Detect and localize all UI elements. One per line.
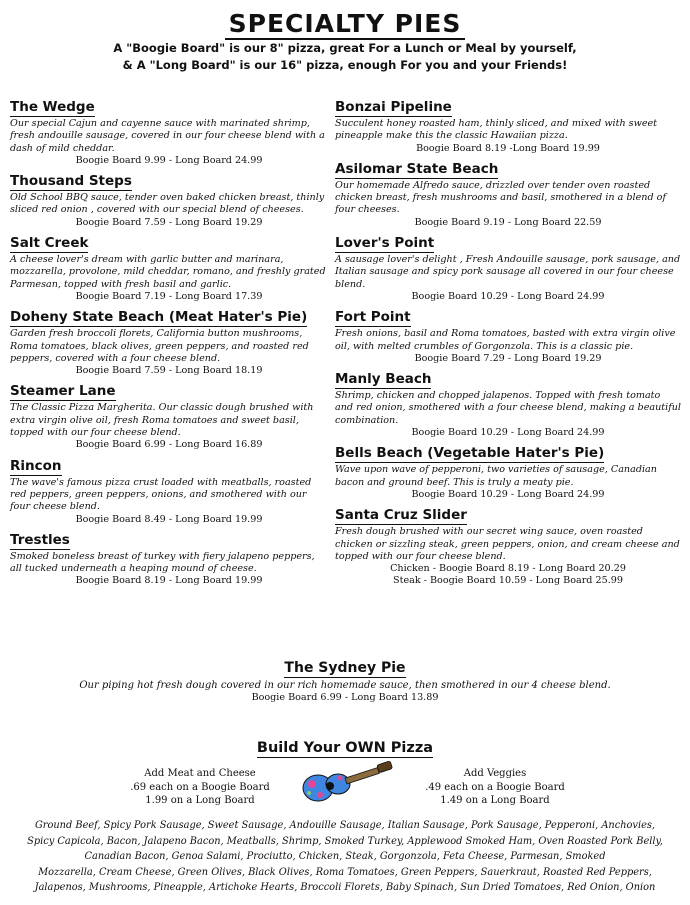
pie-description: A sausage lover's delight , Fresh Andouille sausage, pork sausage, and Italian sausage and spicy pork sausage all covered in our four cheese blend. (335, 254, 681, 290)
veg-line-2: .49 each on a Boogie Board (425, 781, 565, 793)
pie-name: The Sydney Pie (284, 660, 406, 676)
pie-description: Wave upon wave of pepperoni, two varieties of sausage, Canadian bacon and ground beef. This is truly a meaty pie. (335, 464, 657, 488)
pie-description: The Classic Pizza Margherita. Our classic dough brushed with extra virgin olive oil, fresh Roma tomatoes and sweet basil, topped with our four cheese blend. (10, 402, 314, 439)
subtitle-line-2: & A "Long Board" is our 16" pizza, enough For you and your Friends! (122, 58, 568, 72)
pie-item (335, 368, 681, 439)
pie-price: Boogie Board 6.99 - Long Board 13.89 (251, 692, 439, 703)
veg-line-3: 1.49 on a Long Board (440, 795, 550, 806)
pie-description: Fresh onions, basil and Roma tomatoes, basted with extra virgin olive oil, with melted crumbles of Gorgonzola. This is a classic pie. (335, 328, 676, 352)
topping-line-3: Canadian Bacon, Genoa Salami, Prociutto, Chicken, Steak, Gorgonzola, Feta Cheese, Parmesan, Smoked (84, 851, 606, 862)
pie-name: Asilomar State Beach (335, 160, 499, 177)
pie-name: Manly Beach (335, 371, 432, 388)
pie-item (10, 529, 328, 588)
pie-description: Our homemade Alfredo sauce, drizzled over tender oven roasted chicken breast, fresh mushrooms and basil, smothered in a blend of four cheeses. (335, 179, 666, 216)
topping-line-1: Ground Beef, Spicy Pork Sausage, Sweet Sausage, Andouille Sausage, Italian Sausage, Pork Sausage, Pepperoni, Anchovies, (34, 820, 656, 831)
pie-price: Boogie Board 7.29 - Long Board 19.29 (414, 352, 602, 364)
meat-line-2: .69 each on a Boogie Board (130, 781, 270, 793)
pie-price-secondary: Steak - Boogie Board 10.59 - Long Board 25.99 (393, 575, 623, 587)
right-pie-column (335, 96, 681, 591)
pie-price: Boogie Board 10.29 - Long Board 24.99 (411, 427, 605, 439)
pie-price: Boogie Board 10.29 - Long Board 24.99 (411, 290, 605, 302)
veggie-pricing (390, 767, 600, 808)
subtitle-line-1: A "Boogie Board" is our 8" pizza, great For a Lunch or Meal by yourself, (113, 41, 577, 55)
meat-line-3: 1.99 on a Long Board (145, 795, 255, 806)
pie-item (335, 442, 681, 501)
pie-description: Our piping hot fresh dough covered in our rich homemade sauce, then smothered in our 4 cheese blend. (79, 680, 611, 691)
pie-name: Trestles (10, 531, 70, 548)
pie-item (10, 170, 328, 229)
pie-price: Boogie Board 9.99 - Long Board 24.99 (75, 154, 263, 166)
pie-price: Chicken - Boogie Board 8.19 - Long Board 20.29 (390, 563, 626, 575)
meat-cheese-pricing (95, 767, 305, 808)
topping-list (6, 818, 684, 896)
pie-price: Boogie Board 7.59 - Long Board 19.29 (75, 216, 263, 228)
pie-price: Boogie Board 7.59 - Long Board 18.19 (75, 365, 263, 377)
pie-item (10, 380, 328, 451)
pie-description: Fresh dough brushed with our secret wing sauce, oven roasted chicken or sizzling steak, green peppers, onion, and cream cheese and topped with our four cheese blend. (335, 526, 680, 562)
pie-columns (0, 96, 690, 652)
menu-subtitle (0, 40, 690, 74)
section-title: Build Your OWN Pizza (256, 740, 434, 756)
pie-item (10, 96, 328, 167)
pie-name: Thousand Steps (10, 173, 132, 190)
pie-name: Bells Beach (Vegetable Hater's Pie) (335, 445, 605, 462)
pie-price: Boogie Board 7.19 - Long Board 17.39 (75, 290, 263, 302)
pie-name: Fort Point (335, 309, 411, 326)
veg-line-1: Add Veggies (463, 768, 527, 779)
build-your-own-heading (0, 737, 690, 759)
pie-description: Shrimp, chicken and chopped jalapenos. Topped with fresh tomato and red onion, smothered with a four cheese blend, making a beautiful combination. (335, 390, 681, 426)
topping-line-5: Jalapenos, Mushrooms, Pineapple, Artichoke Hearts, Broccoli Florets, Baby Spinach, Sun Dried Tomatoes, Red Onion, Onion (34, 882, 656, 893)
ukulele-icon (300, 758, 400, 808)
pie-name: Doheny State Beach (Meat Hater's Pie) (10, 309, 308, 326)
pie-item (10, 232, 328, 303)
pie-price: Boogie Board 8.49 - Long Board 19.99 (75, 513, 263, 525)
pie-price: Boogie Board 8.19 -Long Board 19.99 (416, 142, 600, 154)
pie-name: Salt Creek (10, 235, 89, 252)
pie-price: Boogie Board 10.29 - Long Board 24.99 (411, 488, 605, 500)
pie-description: Garden fresh broccoli florets, California button mushrooms, Roma tomatoes, black olives, green peppers, and roasted red peppers, covered with a four cheese blend. (10, 328, 309, 364)
pie-name: Lover's Point (335, 235, 435, 252)
pie-name: Rincon (10, 457, 62, 474)
pie-description: Smoked boneless breast of turkey with fiery jalapeno peppers, all tucked underneath a heaping mound of cheese. (10, 550, 315, 575)
meat-line-1: Add Meat and Cheese (144, 768, 256, 779)
pie-description: Our special Cajun and cayenne sauce with marinated shrimp, fresh andouille sausage, covered in our four cheese blend with a dash of mild cheddar. (10, 118, 325, 154)
topping-line-4: Mozzarella, Cream Cheese, Green Olives, Black Olives, Roma Tomatoes, Green Peppers, Sauerkraut, Roasted Red Peppers, (38, 866, 652, 878)
pie-name: Bonzai Pipeline (335, 99, 452, 115)
pie-item (10, 455, 328, 526)
menu-title: SPECIALTY PIES (0, 10, 690, 38)
left-pie-column (10, 96, 328, 591)
pie-price: Boogie Board 9.19 - Long Board 22.59 (414, 216, 602, 228)
pie-description: The wave's famous pizza crust loaded with meatballs, roasted red peppers, green peppers, onions, and smothered with our four cheese blend. (10, 476, 312, 513)
pie-description: Succulent honey roasted ham, thinly sliced, and mixed with sweet pineapple make this the classic Hawaiian pizza. (335, 118, 658, 142)
pie-item (335, 158, 681, 229)
pie-item (335, 232, 681, 303)
pie-price: Boogie Board 8.19 - Long Board 19.99 (75, 575, 263, 587)
pie-item (335, 306, 681, 365)
pie-name: The Wedge (10, 99, 95, 115)
pie-name: Santa Cruz Slider (335, 507, 467, 524)
pie-item (335, 504, 681, 587)
pie-item (335, 96, 681, 155)
pie-item (10, 306, 328, 377)
topping-line-2: Spicy Capicola, Bacon, Jalapeno Bacon, Meatballs, Shrimp, Smoked Turkey, Applewood Smoked Ham, Oven Roasted Pork Belly, (27, 835, 663, 847)
pie-description: Old School BBQ sauce, tender oven baked chicken breast, thinly sliced red onion , covered with our special blend of cheeses. (10, 192, 325, 216)
sydney-pie-section (0, 657, 690, 704)
pie-description: A cheese lover's dream with garlic butter and marinara, mozzarella, provolone, mild cheddar, romano, and freshly grated Parmesan, topped with fresh basil and garlic. (10, 254, 326, 290)
pie-name: Steamer Lane (10, 383, 116, 400)
pie-price: Boogie Board 6.99 - Long Board 16.89 (75, 439, 263, 451)
